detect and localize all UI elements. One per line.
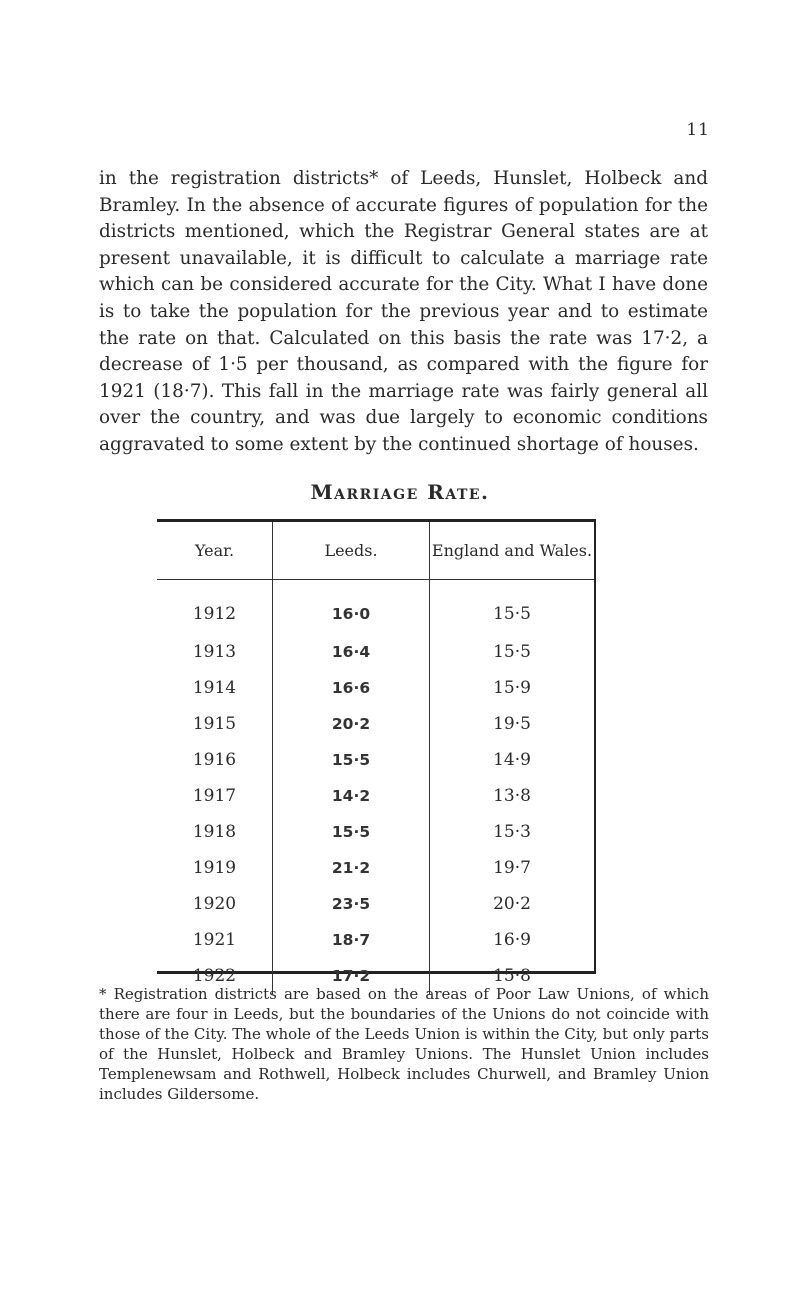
cell-england-wales: 15·8: [430, 958, 595, 994]
cell-year: 1914: [192, 678, 237, 698]
cell-england-wales: 14·9: [430, 742, 595, 778]
cell-england-wales: 15·3: [430, 814, 595, 850]
cell-england-wales: 13·8: [430, 778, 595, 814]
cell-leeds: 18·7: [273, 922, 430, 958]
cell-leeds: 15·5: [273, 814, 430, 850]
header-year: Year.: [157, 522, 273, 580]
body-paragraph: in the registration districts* of Leeds, Hunslet, Holbeck and Bramley. In the absence of accurate figures of population for the districts mentioned, which the Registrar General states are at present unavailable, it is difficult to calculate a marriage rate which can be considered accurate for the City. What I have done is to take the population for the previous year and to estimate the rate on that. Calculated on this basis the rate was 17·2, a decrease of 1·5 per thousand, as compared with the figure for 1921 (18·7). This fall in the marriage rate was fairly general all over the country, and was due largely to economic conditions aggravated to some extent by the continued shortage of houses.: [99, 168, 708, 455]
cell-year: 1920: [192, 894, 237, 914]
table-row: [157, 706, 594, 742]
footnote: * Registration districts are based on the areas of Poor Law Unions, of which there are four in Leeds, but the boundaries of the Unions do not coincide with those of the City. The whole of the Leeds Union is within the City, but only parts of the Hunslet, Holbeck and Bramley Unions. The Hunslet Union includes Templenewsam and Rothwell, Holbeck includes Churwell, and Bramley Union includes Gildersome.: [99, 985, 709, 1103]
marriage-rate-table: [157, 519, 596, 986]
table-row: [157, 922, 594, 958]
table-row: [157, 670, 594, 706]
cell-year: 1921: [192, 930, 237, 950]
cell-year: 1916: [192, 750, 237, 770]
cell-england-wales: 20·2: [430, 886, 595, 922]
cell-year: 1913: [192, 642, 237, 662]
cell-leeds: 17·2: [273, 958, 430, 994]
cell-leeds: 16·0: [273, 580, 430, 635]
table-row: [157, 778, 594, 814]
cell-leeds: 21·2: [273, 850, 430, 886]
cell-england-wales: 15·9: [430, 670, 595, 706]
cell-year: 1915: [192, 714, 237, 734]
cell-england-wales: 19·5: [430, 706, 595, 742]
cell-year: 1917: [192, 786, 237, 806]
cell-leeds: 20·2: [273, 706, 430, 742]
header-leeds: Leeds.: [273, 522, 430, 580]
cell-leeds: 23·5: [273, 886, 430, 922]
cell-year: 1919: [192, 858, 237, 878]
table-header-row: [157, 522, 594, 580]
cell-leeds: 15·5: [273, 742, 430, 778]
cell-leeds: 14·2: [273, 778, 430, 814]
cell-england-wales: 15·5: [430, 580, 595, 635]
cell-year: 1922: [192, 966, 237, 986]
table-row: [157, 886, 594, 922]
cell-england-wales: 16·9: [430, 922, 595, 958]
cell-year: 1912: [192, 604, 237, 624]
cell-england-wales: 19·7: [430, 850, 595, 886]
cell-leeds: 16·4: [273, 634, 430, 670]
table-row: [157, 634, 594, 670]
table-title: Marriage Rate.: [310, 480, 490, 504]
header-england-wales: England and Wales.: [430, 522, 595, 580]
page-number: 11: [686, 120, 710, 140]
table-row: [157, 742, 594, 778]
table-row: [157, 814, 594, 850]
table-row: [157, 580, 594, 635]
cell-leeds: 16·6: [273, 670, 430, 706]
cell-year: 1918: [192, 822, 237, 842]
cell-england-wales: 15·5: [430, 634, 595, 670]
table-row: [157, 850, 594, 886]
